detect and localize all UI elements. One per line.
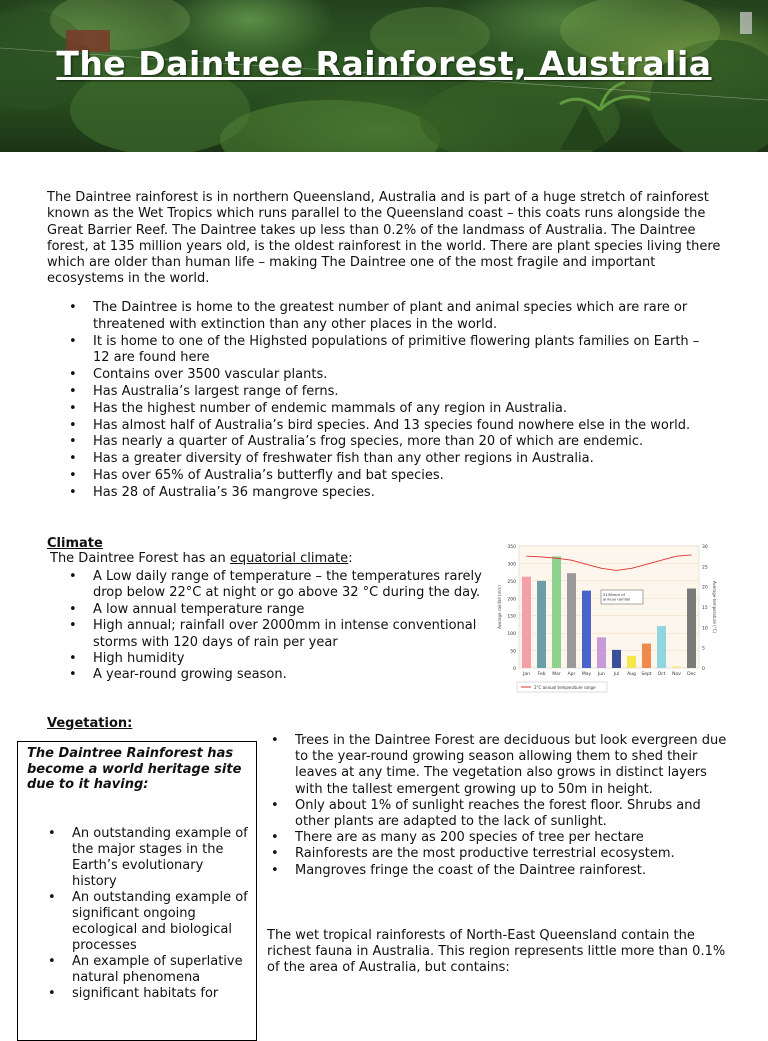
climate-intro-prefix: The Daintree Forest has an: [50, 551, 230, 566]
climate-list: [93, 569, 483, 684]
list-item: • It is home to one of the Highsted populations of primitive flowering plants families on Earth – 12 are found here: [93, 334, 713, 368]
list-item: • High humidity: [93, 651, 483, 667]
climate-chart: [493, 538, 718, 698]
chart-ytick-right: 30: [702, 545, 708, 550]
list-item: • significant habitats for: [72, 986, 252, 1002]
chart-ytick-left: 50: [510, 649, 516, 655]
heritage-box: [17, 741, 257, 1041]
list-item: • An outstanding example of the major stages in the Earth’s evolutionary history: [72, 826, 252, 890]
list-item: • Mangroves fringe the coast of the Daintree rainforest.: [295, 863, 727, 879]
facts-list: [93, 300, 713, 502]
list-item: • There are as many as 200 species of tree per hectare: [295, 830, 727, 846]
chart-bar: [552, 556, 561, 668]
chart-ylabel-left: Average rainfall (mm): [497, 585, 502, 629]
chart-ytick-left: 0: [513, 667, 516, 672]
equatorial-climate-link[interactable]: equatorial climate: [229, 551, 349, 566]
list-item: • Trees in the Daintree Forest are deciduous but look evergreen due to the year-round growing season allowing them to shed their leaves at any time. The vegetation also grows in distinct layers with the tallest emergent growing up to 50m in height.: [295, 733, 727, 798]
heritage-box-title: The Daintree Rainforest has become a world heritage site due to it having:: [27, 746, 242, 792]
list-item: • Has a greater diversity of freshwater fish than any other regions in Australia.: [93, 451, 713, 468]
chart-bar: [567, 573, 576, 668]
climate-intro-suffix: :: [348, 551, 353, 566]
climate-heading: Climate: [47, 536, 103, 551]
list-item: • A low annual temperature range: [93, 602, 483, 618]
fauna-paragraph: The wet tropical rainforests of North-East Queensland contain the richest fauna in Australia. This region represents little more than 0.1% of the area of Australia, but contains:: [267, 928, 726, 976]
chart-ytick-right: 10: [702, 626, 708, 632]
chart-ytick-left: 350: [507, 545, 516, 550]
chart-legend-label: 2°C annual temperature range: [534, 685, 596, 690]
rainforest-banner: [0, 0, 768, 152]
chart-bar: [597, 637, 606, 668]
chart-ytick-right: 0: [702, 667, 705, 672]
chart-ytick-left: 150: [507, 614, 516, 620]
chart-ytick-left: 300: [507, 562, 516, 568]
list-item: • Has 28 of Australia’s 36 mangrove species.: [93, 485, 713, 502]
chart-xtick: Sept: [641, 672, 652, 677]
heritage-list: [72, 826, 252, 1002]
list-item: • High annual; rainfall over 2000mm in intense conventional storms with 120 days of rain per year: [93, 618, 483, 651]
chart-bar: [522, 577, 531, 668]
list-item: • Has almost half of Australia’s bird species. And 13 species found nowhere else in the world.: [93, 418, 713, 435]
list-item: • A year-round growing season.: [93, 667, 483, 683]
list-item: • Has Australia’s largest range of ferns.: [93, 384, 713, 401]
chart-bar: [657, 626, 666, 668]
list-item: • Has nearly a quarter of Australia’s frog species, more than 20 of which are endemic.: [93, 434, 713, 451]
chart-ylabel-right: Average temperature (°C): [712, 580, 717, 634]
list-item: • Rainforests are the most productive terrestrial ecosystem.: [295, 846, 727, 862]
chart-bar: [672, 666, 681, 668]
list-item: • Has over 65% of Australia’s butterfly and bat species.: [93, 468, 713, 485]
chart-ytick-left: 200: [507, 597, 516, 603]
chart-ytick-right: 15: [702, 606, 708, 611]
list-item: • Only about 1% of sunlight reaches the forest floor. Shrubs and other plants are adapted to the lack of sunlight.: [295, 798, 727, 830]
chart-bar: [687, 589, 696, 668]
chart-ytick-right: 25: [702, 565, 708, 571]
list-item: • A Low daily range of temperature – the temperatures rarely drop below 22°C at night or go above 32 °C during the day.: [93, 569, 483, 602]
intro-paragraph: The Daintree rainforest is in northern Queensland, Australia and is part of a huge stretch of rainforest known as the Wet Tropics which runs parallel to the Queensland coast – this coats runs alongside the Great Barrier Reef. The Daintree takes up less than 0.2% of the landmass of Australia. The Daintree forest, at 135 million years old, is the oldest rainforest in the world. There are plant species living there which are older than human life – making The Daintree one of the most fragile and important ecosystems in the world.: [47, 190, 721, 287]
chart-xtick: Nov: [672, 672, 681, 677]
chart-bar: [612, 650, 621, 668]
chart-bar: [627, 656, 636, 668]
chart-xtick: Jul: [613, 672, 620, 677]
chart-ytick-left: 250: [507, 579, 516, 585]
chart-ytick-left: 100: [507, 632, 516, 638]
page-title: The Daintree Rainforest, Australia: [56, 44, 712, 83]
chart-xtick: Jun: [597, 672, 606, 677]
chart-xtick: Apr: [567, 672, 576, 677]
vegetation-heading: Vegetation:: [47, 716, 133, 731]
chart-ytick-right: 5: [702, 646, 705, 652]
chart-bar: [537, 581, 546, 668]
list-item: • Contains over 3500 vascular plants.: [93, 367, 713, 384]
chart-xtick: Feb: [537, 672, 546, 677]
vegetation-list: [295, 733, 727, 879]
chart-xtick: Dec: [687, 672, 696, 677]
list-item: • An example of superlative natural phenomena: [72, 954, 252, 986]
chart-bar: [642, 644, 651, 668]
chart-xtick: Jan: [523, 672, 530, 677]
list-item: • Has the highest number of endemic mammals of any region in Australia.: [93, 401, 713, 418]
list-item: • An outstanding example of significant ongoing ecological and biological processes: [72, 890, 252, 954]
chart-xtick: Oct: [657, 672, 666, 677]
list-item: • The Daintree is home to the greatest number of plant and animal species which are rare or threatened with extinction than any other places in the world.: [93, 300, 713, 334]
chart-annotation: 2156mm of annual rainfall: [603, 592, 631, 602]
chart-xtick: Mar: [552, 672, 561, 677]
chart-bar: [582, 591, 591, 668]
climate-intro: [50, 551, 353, 567]
chart-ytick-right: 20: [702, 585, 708, 591]
chart-xtick: May: [581, 672, 592, 677]
chart-xtick: Aug: [627, 672, 636, 677]
